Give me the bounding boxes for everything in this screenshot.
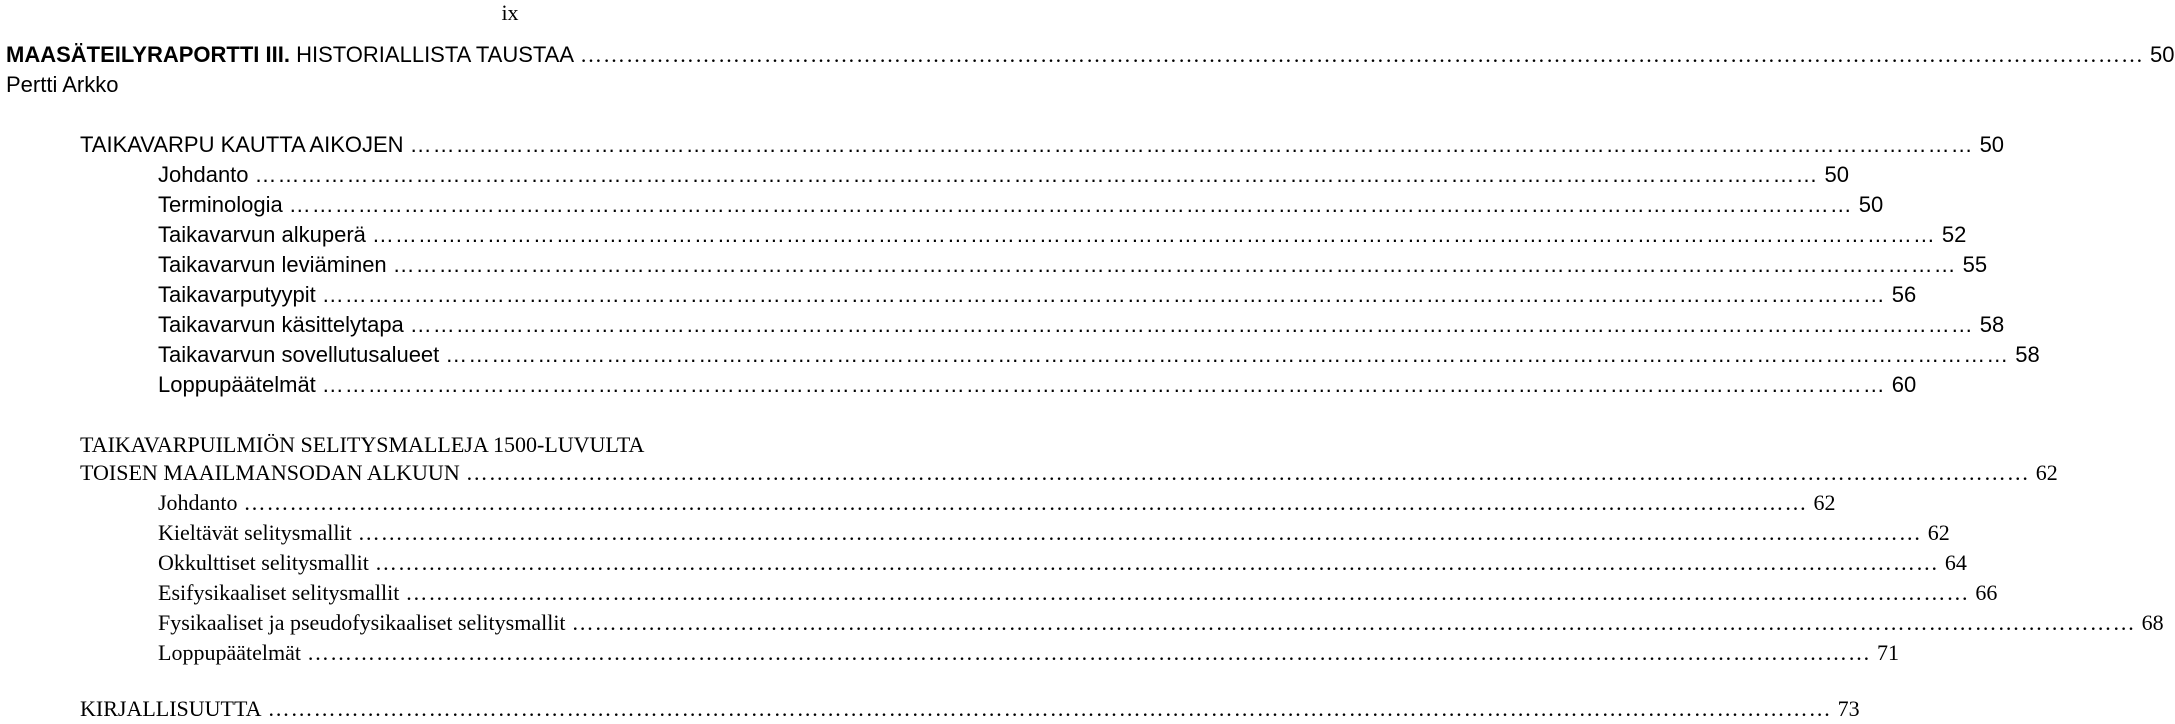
dot-leader: [243, 488, 1807, 518]
dot-leader: [268, 694, 1832, 724]
toc-entry[interactable]: Kieltävät selitysmallit …………………………………………………………………………………………………………………………………………………………………………………… 62: [158, 518, 964, 548]
dot-leader: [393, 250, 1957, 280]
toc-section-heading[interactable]: TAIKAVARPU KAUTTA AIKOJEN …………………………………………………………………………………………………………………………………………………………………………………… 50: [80, 130, 964, 160]
toc-entry[interactable]: Taikavarvun leviäminen …………………………………………………………………………………………………………………………………………………………………………………… 55: [158, 250, 964, 280]
toc-section-heading: TAIKAVARPUILMIÖN SELITYSMALLEJA 1500-LUVULTA: [80, 432, 645, 457]
toc-entry[interactable]: Taikavarvun alkuperä …………………………………………………………………………………………………………………………………………………………………………………… 52: [158, 220, 964, 250]
dot-leader: [375, 548, 1939, 578]
toc-section-heading-row[interactable]: TOISEN MAAILMANSODAN ALKUUN …………………………………………………………………………………………………………………………………………………………………………………… 62: [80, 458, 964, 488]
report-title: MAASÄTEILYRAPORTTI III. HISTORIALLISTA TAUSTAA: [6, 42, 575, 67]
toc-entry[interactable]: Okkulttiset selitysmallit …………………………………………………………………………………………………………………………………………………………………………………… 64: [158, 548, 964, 578]
dot-leader: [372, 220, 1936, 250]
toc-entry[interactable]: Esifysikaaliset selitysmallit …………………………………………………………………………………………………………………………………………………………………………………… 66: [158, 578, 964, 608]
toc-entry[interactable]: Loppupäätelmät …………………………………………………………………………………………………………………………………………………………………………………… 71: [158, 638, 964, 668]
toc-entry[interactable]: Johdanto …………………………………………………………………………………………………………………………………………………………………………………… 50: [158, 160, 964, 190]
toc-entry[interactable]: Terminologia …………………………………………………………………………………………………………………………………………………………………………………… 50: [158, 190, 964, 220]
toc-entry[interactable]: Taikavarvun käsittelytapa …………………………………………………………………………………………………………………………………………………………………………………… 58: [158, 310, 964, 340]
toc-entry[interactable]: Fysikaaliset ja pseudofysikaaliset selitysmallit …………………………………………………………………………………………………………………………………………………………………………………… 68: [158, 608, 964, 638]
toc-entry[interactable]: Johdanto …………………………………………………………………………………………………………………………………………………………………………………… 62: [158, 488, 964, 518]
dot-leader: [358, 518, 1922, 548]
page-number: ix: [501, 0, 519, 25]
dot-leader: [255, 160, 1819, 190]
dot-leader: [466, 458, 2030, 488]
dot-leader: [580, 40, 2144, 70]
dot-leader: [410, 130, 1974, 160]
toc-entry[interactable]: Taikavarvun sovellutusalueet …………………………………………………………………………………………………………………………………………………………………………………… 58: [158, 340, 964, 370]
toc-bibliography[interactable]: KIRJALLISUUTTA …………………………………………………………………………………………………………………………………………………………………………………… 73: [80, 694, 964, 724]
dot-leader: [405, 578, 1969, 608]
page-ref: 50: [2150, 42, 2175, 67]
dot-leader: [322, 280, 1886, 310]
report-title-row[interactable]: [6, 40, 2175, 70]
toc-entry[interactable]: Taikavarputyypit …………………………………………………………………………………………………………………………………………………………………………………… 56: [158, 280, 964, 310]
toc-entry[interactable]: Loppupäätelmät …………………………………………………………………………………………………………………………………………………………………………………… 60: [158, 370, 964, 400]
dot-leader: [289, 190, 1853, 220]
dot-leader: [572, 608, 2136, 638]
author: Pertti Arkko: [6, 72, 119, 97]
dot-leader: [322, 370, 1886, 400]
dot-leader: [445, 340, 2009, 370]
dot-leader: [307, 638, 1871, 668]
dot-leader: [410, 310, 1974, 340]
